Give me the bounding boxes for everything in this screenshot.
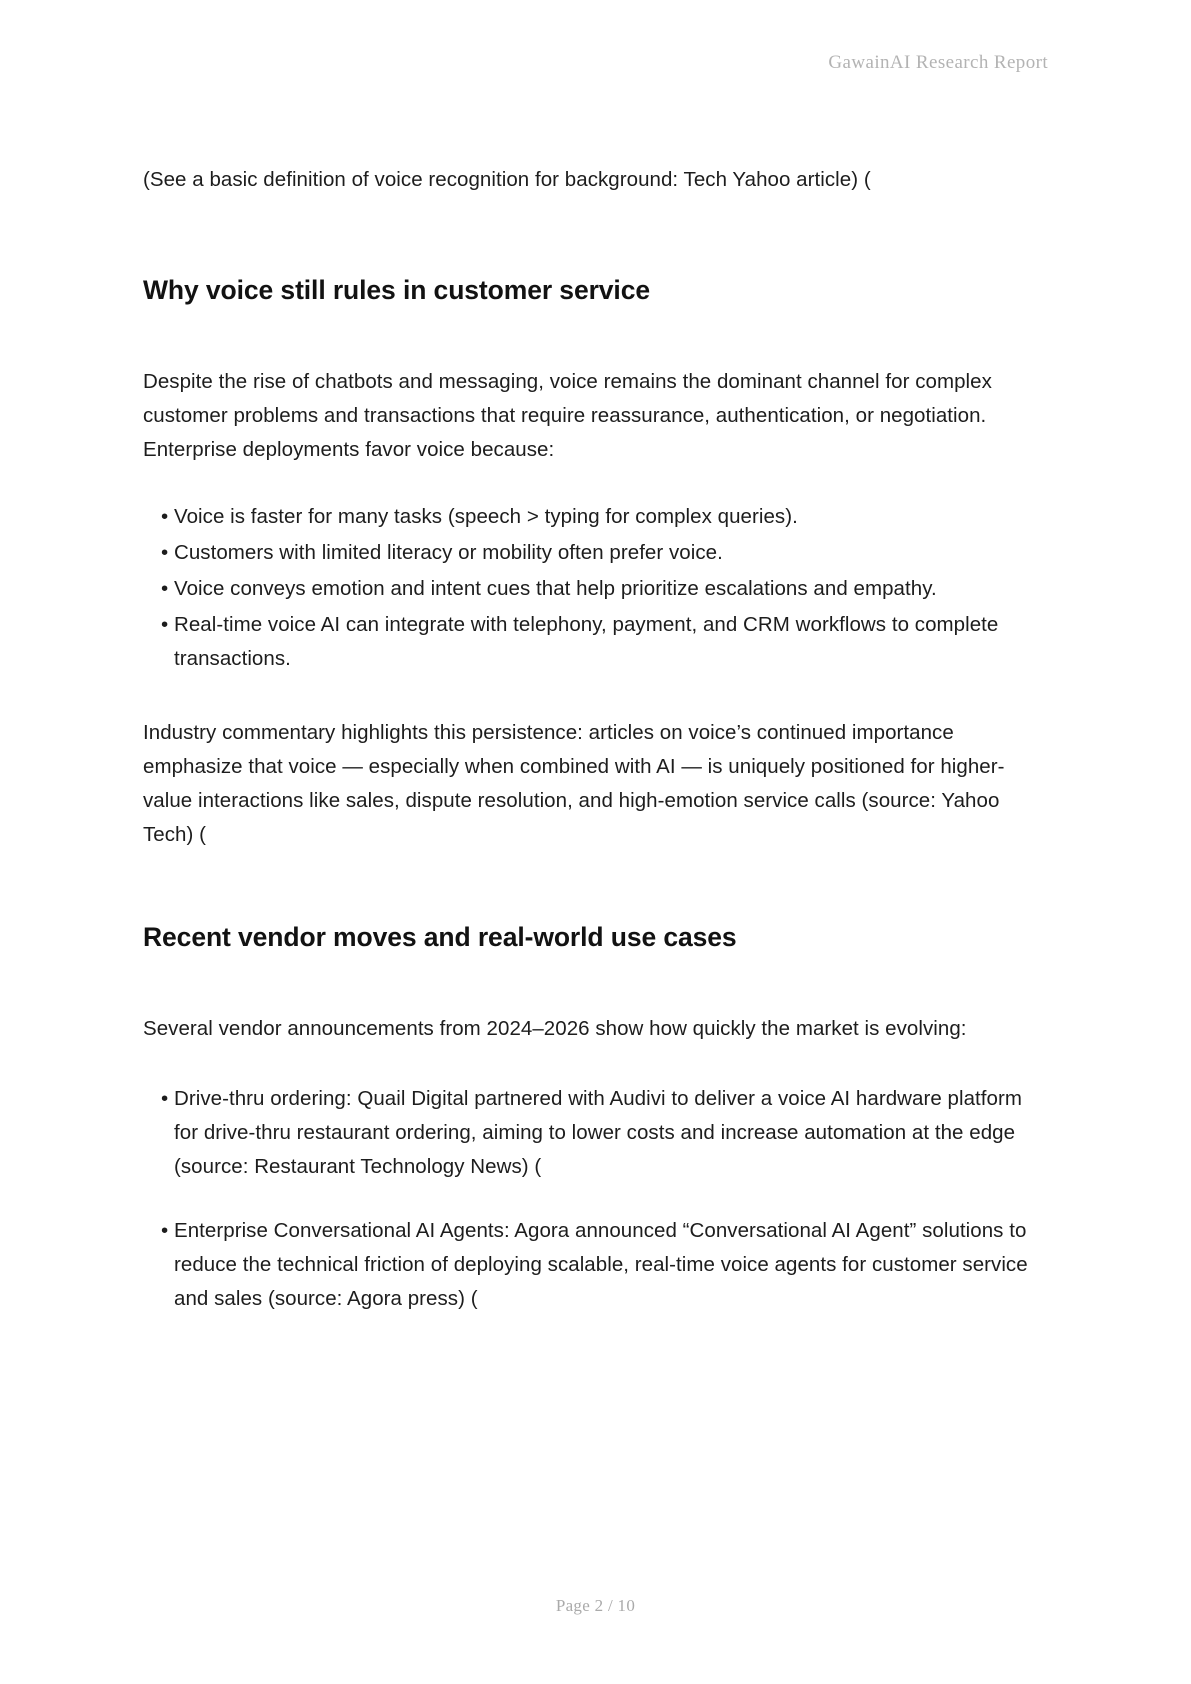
list-item <box>143 536 1048 570</box>
running-header: GawainAI Research Report <box>828 52 1048 73</box>
list-item-text: Voice conveys emotion and intent cues that help prioritize escalations and empathy. <box>174 577 937 600</box>
section-2-bullet-list <box>143 1082 1048 1316</box>
list-item-text: Drive-thru ordering: Quail Digital partnered with Audivi to deliver a voice AI hardware platform for drive-thru restaurant ordering, aiming to lower costs and increase automation at the edge (source: Restaurant Technology News) ( <box>174 1087 1022 1178</box>
list-item-text: Customers with limited literacy or mobility often prefer voice. <box>174 541 723 564</box>
list-item-text: Real-time voice AI can integrate with telephony, payment, and CRM workflows to complete transactions. <box>174 613 999 670</box>
section-heading-why-voice-still-rules: Why voice still rules in customer service <box>143 275 650 305</box>
bullet-icon: • <box>161 505 169 528</box>
spacer <box>143 307 1048 365</box>
list-item <box>143 1082 1048 1184</box>
spacer <box>143 852 1048 920</box>
list-item-text: Enterprise Conversational AI Agents: Agora announced “Conversational AI Agent” solutions to reduce the technical friction of deploying scalable, real-time voice agents for customer service and sales (source: Agora press) ( <box>174 1219 1028 1310</box>
spacer <box>143 1046 1048 1082</box>
bullet-icon: • <box>161 1087 169 1110</box>
section-1-closing-paragraph: Industry commentary highlights this persistence: articles on voice’s continued importance emphasize that voice — especially when combined with AI — is uniquely positioned for higher-value interactions like sales, dispute resolution, and high-emotion service calls (source: Yahoo Tech) ( <box>143 721 1005 846</box>
list-item-text: Voice is faster for many tasks (speech > typing for complex queries). <box>174 505 798 528</box>
spacer <box>143 467 1048 500</box>
spacer <box>143 954 1048 1012</box>
bullet-icon: • <box>161 613 169 636</box>
bullet-icon: • <box>161 541 169 564</box>
list-item <box>143 572 1048 606</box>
spacer <box>143 197 1048 273</box>
page-content <box>143 163 1048 1316</box>
spacer <box>143 676 1048 716</box>
section-1-paragraph: Despite the rise of chatbots and messaging, voice remains the dominant channel for complex customer problems and transactions that require reassurance, authentication, or negotiation. Enterprise deployments favor voice because: <box>143 370 992 461</box>
section-1-bullet-list <box>143 500 1048 676</box>
list-item <box>143 500 1048 534</box>
intro-paragraph: (See a basic definition of voice recognition for background: Tech Yahoo article) ( <box>143 168 871 191</box>
list-item <box>143 608 1048 676</box>
list-item <box>143 1214 1048 1316</box>
bullet-icon: • <box>161 1219 169 1242</box>
section-2-paragraph: Several vendor announcements from 2024–2026 show how quickly the market is evolving: <box>143 1017 967 1040</box>
page-footer: Page 2 / 10 <box>555 1596 636 1615</box>
bullet-icon: • <box>161 577 169 600</box>
section-heading-recent-vendor-moves: Recent vendor moves and real-world use cases <box>143 922 737 952</box>
